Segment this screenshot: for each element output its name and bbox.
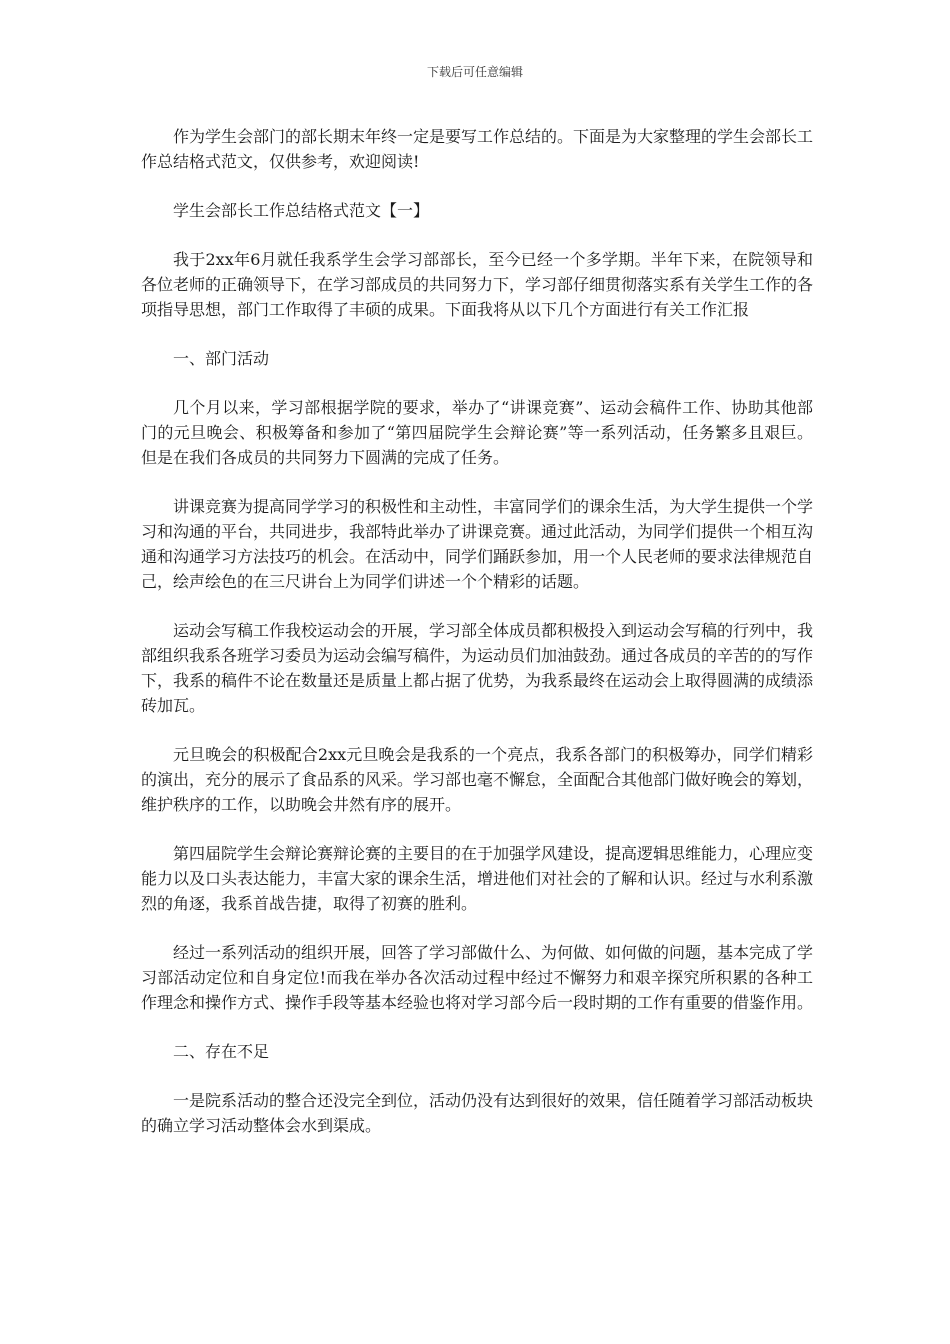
- lecture-contest-paragraph: 讲课竞赛为提高同学学习的积极性和主动性，丰富同学们的课余生活，为大学生提供一个学习和沟通的平台，共同进步，我部特此举办了讲课竞赛。通过此活动，为同学们提供一个相互沟通和沟通学习方法技巧的机会。在活动中，同学们踊跃参加，用一个人民老师的要求法律规范自己，绘声绘色的在三尺讲台上为同学们讲述一个个精彩的话题。: [141, 497, 814, 591]
- page-header-note: 下载后可任意编辑: [426, 65, 523, 79]
- heading-shortcomings: 二、存在不足: [173, 1042, 270, 1061]
- heading-department-activities: 一、部门活动: [173, 349, 270, 368]
- intro-paragraph: 作为学生会部门的部长期末年终一定是要写工作总结的。下面是为大家整理的学生会部长工作总结格式范文，仅供参考，欢迎阅读!: [141, 127, 814, 171]
- shortcoming-one-paragraph: 一是院系活动的整合还没完全到位，活动仍没有达到很好的效果，信任随着学习部活动板块的确立学习活动整体会水到渠成。: [141, 1091, 814, 1135]
- conclusion-paragraph: 经过一系列活动的组织开展，回答了学习部做什么、为何做、如何做的问题，基本完成了学习部活动定位和自身定位!而我在举办各次活动过程中经过不懈努力和艰辛探究所积累的各种工作理念和操作方式、操作手段等基本经验也将对学习部今后一段时期的工作有重要的借鉴作用。: [141, 943, 814, 1012]
- sports-meet-paragraph: 运动会写稿工作我校运动会的开展，学习部全体成员都积极投入到运动会写稿的行列中，我部组织我系各班学习委员为运动会编写稿件，为运动员们加油鼓劲。通过各成员的辛苦的的写作下，我系的稿件不论在数量还是质量上都占据了优势，为我系最终在运动会上取得圆满的成绩添砖加瓦。: [141, 621, 814, 715]
- debate-paragraph: 第四届院学生会辩论赛辩论赛的主要目的在于加强学风建设，提高逻辑思维能力，心理应变能力以及口头表达能力，丰富大家的课余生活，增进他们对社会的了解和认识。经过与水利系激烈的角逐，我系首战告捷，取得了初赛的胜利。: [141, 844, 814, 913]
- section-title: 学生会部长工作总结格式范文【一】: [173, 201, 430, 220]
- document-body: [141, 124, 813, 1162]
- new-year-gala-paragraph: 元旦晚会的积极配合2xx元旦晚会是我系的一个亮点，我系各部门的积极筹办，同学们精彩的演出，充分的展示了食品系的风采。学习部也毫不懈怠，全面配合其他部门做好晚会的筹划，维护秩序的工作，以助晚会井然有序的展开。: [141, 745, 814, 814]
- activities-summary-paragraph: 几个月以来，学习部根据学院的要求，举办了“讲课竞赛”、运动会稿件工作、协助其他部门的元旦晚会、积极筹备和参加了“第四届院学生会辩论赛”等一系列活动，任务繁多且艰巨。但是在我们各成员的共同努力下圆满的完成了任务。: [141, 398, 813, 467]
- overview-paragraph: 我于2xx年6月就任我系学生会学习部部长，至今已经一个多学期。半年下来，在院领导和各位老师的正确领导下，在学习部成员的共同努力下，学习部仔细贯彻落实系有关学生工作的各项指导思想，部门工作取得了丰硕的成果。下面我将从以下几个方面进行有关工作汇报: [141, 250, 814, 319]
